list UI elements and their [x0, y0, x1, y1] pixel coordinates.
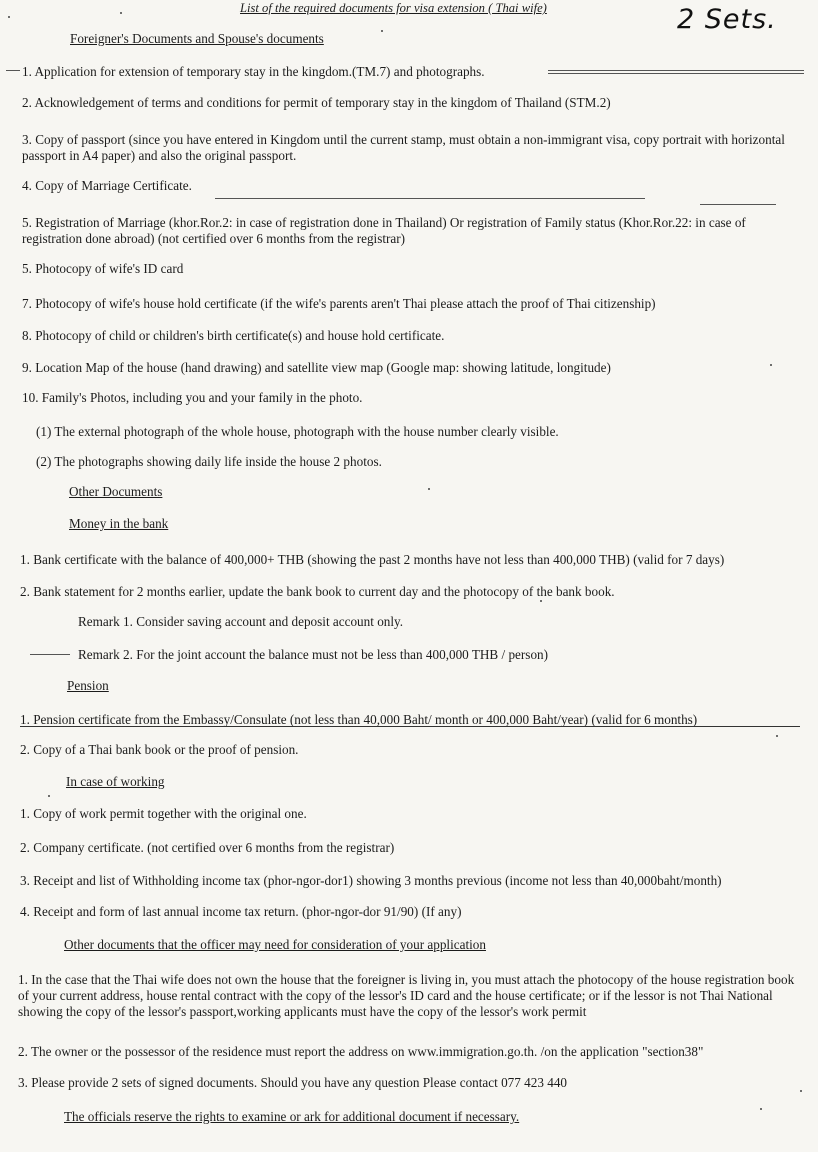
list-item: 3. Please provide 2 sets of signed documents. Should you have any question Please contact 077 423 440 — [18, 1075, 568, 1090]
list-item: 1. Pension certificate from the Embassy/Consulate (not less than 40,000 Baht/ month or 400,000 Baht/year) (valid for 6 months) — [20, 712, 698, 727]
list-item: 4. Copy of Marriage Certificate. — [22, 178, 192, 193]
list-item: 3. Receipt and list of Withholding income tax (phor-ngor-dor1) showing 3 months previous (income not less than 40,000baht/month) — [20, 873, 722, 888]
list-item: 5. Registration of Marriage (khor.Ror.2: in case of registration done in Thailand) Or registration of Family status (Khor.Ror.22: in case of registration done abroad) (not certified over 6 months from the registrar) — [22, 215, 746, 246]
scan-line — [6, 70, 20, 71]
remark: Remark 2. For the joint account the balance must not be less than 400,000 THB / person) — [78, 647, 549, 662]
scan-speck — [770, 364, 772, 366]
scan-speck — [760, 1108, 762, 1110]
foreigner-section-heading: Foreigner's Documents and Spouse's documents — [70, 31, 324, 46]
list-item: 10. Family's Photos, including you and your family in the photo. — [22, 390, 363, 405]
list-item: 1. Bank certificate with the balance of 400,000+ THB (showing the past 2 months have not less than 400,000 THB) (valid for 7 days) — [20, 552, 725, 567]
scan-speck — [8, 16, 10, 18]
working-heading: In case of working — [66, 774, 165, 789]
list-item: 2. Copy of a Thai bank book or the proof of pension. — [20, 742, 299, 757]
footer-note: The officials reserve the rights to examine or ark for additional document if necessary. — [64, 1109, 520, 1124]
remark: Remark 1. Consider saving account and deposit account only. — [78, 614, 404, 629]
scan-speck — [120, 12, 122, 14]
money-heading: Money in the bank — [69, 516, 169, 531]
scan-line — [548, 73, 804, 74]
handwritten-note: 2 Sets. — [677, 4, 777, 35]
document-title: List of the required documents for visa extension ( Thai wife) — [240, 1, 547, 15]
photo-item: (1) The external photograph of the whole house, photograph with the house number clearly visible. — [36, 424, 559, 439]
list-item: 8. Photocopy of child or children's birth certificate(s) and house hold certificate. — [22, 328, 445, 343]
scan-speck — [540, 600, 542, 602]
officer-section-heading: Other documents that the officer may need for consideration of your application — [64, 937, 486, 952]
list-item: 1. Application for extension of temporary stay in the kingdom.(TM.7) and photographs. — [22, 64, 485, 79]
list-item: 7. Photocopy of wife's house hold certificate (if the wife's parents aren't Thai please attach the proof of Thai citizenship) — [22, 296, 656, 311]
photo-item: (2) The photographs showing daily life inside the house 2 photos. — [36, 454, 382, 469]
list-item: 5. Photocopy of wife's ID card — [22, 261, 184, 276]
list-item: 2. Company certificate. (not certified over 6 months from the registrar) — [20, 840, 395, 855]
list-item: 9. Location Map of the house (hand drawing) and satellite view map (Google map: showing latitude, longitude) — [22, 360, 611, 375]
scan-speck — [428, 488, 430, 490]
scan-speck — [48, 795, 50, 797]
scan-speck — [800, 1090, 802, 1092]
list-item: 2. Acknowledgement of terms and conditions for permit of temporary stay in the kingdom of Thailand (STM.2) — [22, 95, 611, 110]
list-item: 1. In the case that the Thai wife does not own the house that the foreigner is living in, you must attach the photocopy of the house registration book of your current address, house rental contract with the copy of the lessor's ID card and the house certificate; or if the lessor is not Thai National showing the copy of the lessor's passport,working applicants must have the copy of the lessor's work permit — [18, 972, 795, 1019]
list-item: 4. Receipt and form of last annual income tax return. (phor-ngor-dor 91/90) (If any) — [20, 904, 462, 919]
list-item: 2. Bank statement for 2 months earlier, update the bank book to current day and the photocopy of the bank book. — [20, 584, 615, 599]
scan-speck — [776, 735, 778, 737]
scan-line — [548, 70, 804, 71]
list-item: 3. Copy of passport (since you have entered in Kingdom until the current stamp, must obtain a non-immigrant visa, copy portrait with horizontal passport in A4 paper) and also the original passport. — [22, 132, 785, 163]
other-documents-heading: Other Documents — [69, 484, 163, 499]
scan-line — [215, 198, 645, 199]
list-item: 1. Copy of work permit together with the original one. — [20, 806, 307, 821]
scan-line — [20, 726, 800, 727]
scan-line — [30, 654, 70, 655]
pension-heading: Pension — [67, 678, 109, 693]
list-item: 2. The owner or the possessor of the residence must report the address on www.immigration.go.th. /on the application "section38" — [18, 1044, 704, 1059]
scan-speck — [381, 30, 383, 32]
scan-line — [700, 204, 776, 205]
